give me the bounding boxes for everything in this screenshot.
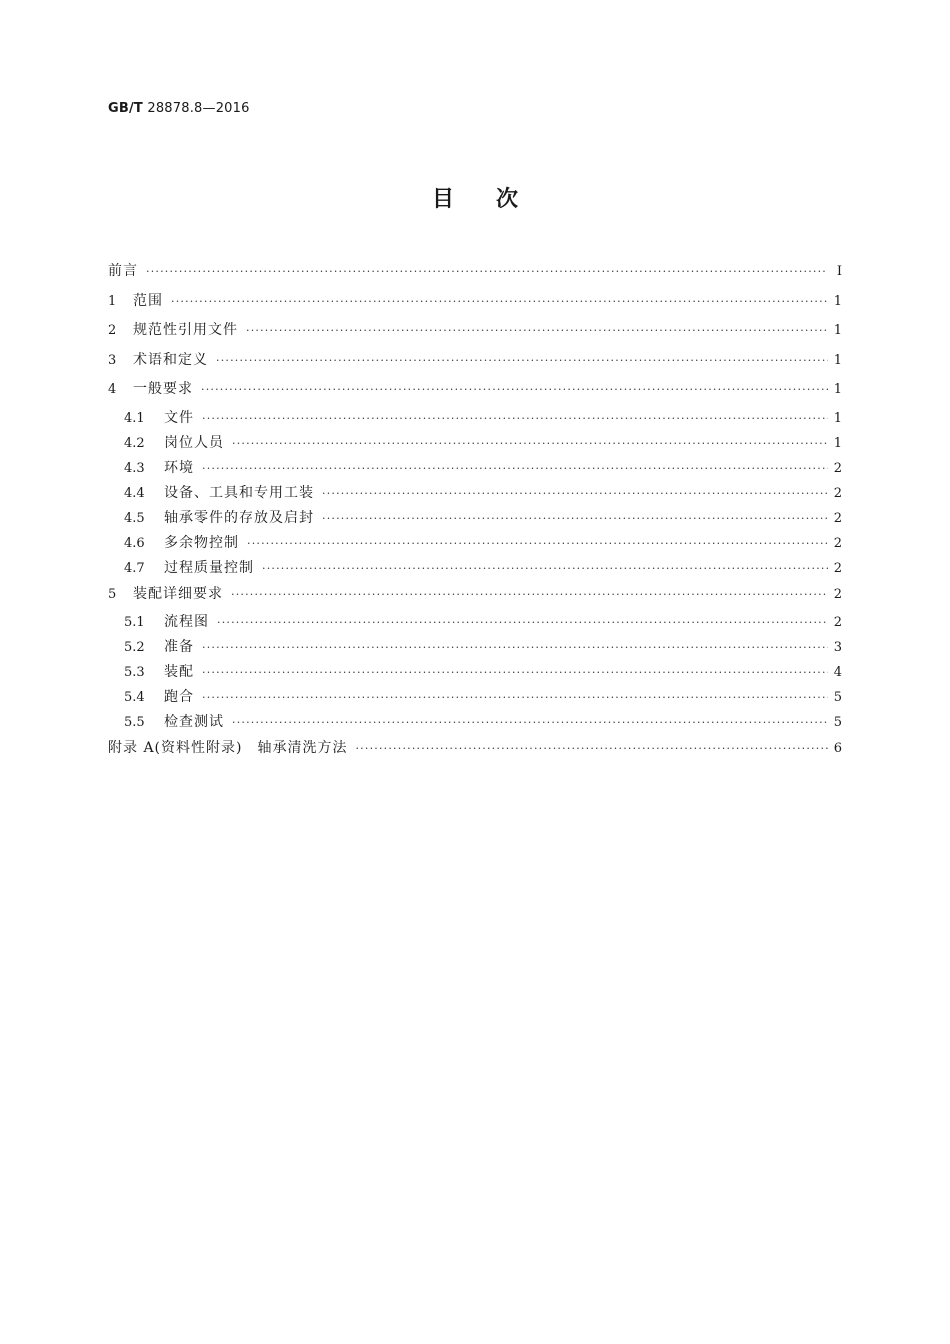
toc-entry-title: 过程质量控制 (164, 559, 254, 576)
toc-entry-number: 5.3 (124, 665, 145, 680)
toc-entry-title: 一般要求 (133, 381, 193, 397)
dot-leader (216, 348, 828, 374)
toc-entry-page: 2 (833, 485, 842, 501)
toc-entry-page: 5 (833, 690, 842, 705)
toc-entry-page: 3 (833, 640, 842, 655)
dot-leader (202, 457, 828, 481)
toc-entry-title: 装配 (164, 664, 194, 680)
toc-entry[interactable] (108, 481, 842, 506)
toc-entry[interactable] (108, 531, 842, 556)
toc-entry-number: 5.5 (124, 715, 145, 730)
toc-entry-title: 范围 (133, 292, 163, 309)
toc-entry-number: 5.2 (124, 640, 145, 655)
toc-entry-page: 5 (833, 715, 842, 730)
toc-entry-page: 1 (833, 382, 842, 397)
toc-entry-number: 3 (108, 352, 117, 368)
dot-leader (322, 507, 828, 531)
toc-entry-title: 规范性引用文件 (133, 322, 238, 338)
toc-entry[interactable] (108, 431, 842, 456)
toc-entry[interactable] (108, 506, 842, 531)
dot-leader (202, 661, 828, 685)
dot-leader (247, 532, 828, 556)
dot-leader (232, 711, 828, 735)
toc-entry-number: 1 (108, 293, 117, 309)
toc-entry-number: 4.3 (124, 460, 145, 476)
toc-entry-page: 2 (833, 615, 842, 630)
toc-entry[interactable] (108, 710, 842, 735)
toc-entry[interactable] (108, 456, 842, 481)
toc-entry-page: 2 (833, 586, 842, 602)
dot-leader (202, 407, 828, 431)
standard-number: 28878.8—2016 (147, 101, 250, 116)
toc-entry-title: 附录 A(资料性附录) 轴承清洗方法 (108, 740, 348, 756)
toc-entry-number: 4.7 (124, 560, 145, 576)
toc-entry[interactable] (108, 581, 842, 611)
toc-entry[interactable] (108, 660, 842, 685)
toc-entry-number: 5.4 (124, 690, 145, 705)
dot-leader (231, 582, 828, 608)
toc-entry-page: 1 (833, 293, 842, 309)
toc-entry-number: 2 (108, 323, 117, 338)
toc-entry-title: 设备、工具和专用工装 (164, 484, 314, 501)
toc-entry[interactable] (108, 635, 842, 660)
standard-prefix: GB/T (108, 101, 143, 116)
dot-leader (322, 482, 828, 506)
toc-entry-number: 4.6 (124, 535, 145, 551)
toc-entry-title: 多余物控制 (164, 534, 239, 551)
toc-entry-page: 1 (833, 435, 842, 451)
toc-entry[interactable] (108, 685, 842, 710)
toc-entry-number: 4.4 (124, 485, 145, 501)
toc-entry-number: 4.5 (124, 510, 145, 526)
toc-entry[interactable] (108, 288, 842, 318)
page-title: 目次 (431, 187, 560, 212)
dot-leader (202, 636, 828, 660)
toc-entry-title: 前言 (108, 263, 138, 279)
dot-leader (262, 557, 828, 581)
toc-entry-page: 2 (833, 460, 842, 476)
toc-entry-page: 1 (833, 352, 842, 368)
toc-entry[interactable] (108, 406, 842, 431)
toc-entry-number: 4 (108, 382, 117, 397)
dot-leader (202, 686, 828, 710)
toc-entry-title: 流程图 (164, 614, 209, 630)
dot-leader (217, 611, 828, 635)
toc-entry-page: 2 (833, 510, 842, 526)
toc-entry-title: 检查测试 (164, 714, 224, 730)
toc-entry-title: 环境 (164, 459, 194, 476)
toc-entry-page: 6 (833, 741, 842, 756)
toc-entry[interactable] (108, 347, 842, 377)
toc-entry[interactable] (108, 317, 842, 347)
toc-entry[interactable] (108, 376, 842, 406)
toc-entry-number: 5 (108, 586, 117, 602)
toc-entry-title: 文件 (164, 409, 194, 426)
toc-entry-number: 5.1 (124, 615, 145, 630)
dot-leader (146, 259, 828, 285)
toc-entry[interactable] (108, 258, 842, 288)
toc-entry-title: 岗位人员 (164, 434, 224, 451)
toc-entry-page: Ⅰ (836, 264, 842, 279)
toc-entry-page: 2 (833, 535, 842, 551)
table-of-contents (108, 258, 842, 765)
toc-entry-title: 轴承零件的存放及启封 (164, 509, 314, 526)
dot-leader (246, 318, 828, 344)
toc-entry-page: 1 (833, 410, 842, 426)
toc-entry-page: 2 (833, 560, 842, 576)
toc-entry-title: 跑合 (164, 689, 194, 705)
toc-entry-title: 术语和定义 (133, 351, 208, 368)
dot-leader (355, 736, 827, 762)
dot-leader (171, 289, 828, 315)
toc-entry-page: 4 (833, 665, 842, 680)
dot-leader (201, 377, 828, 403)
toc-entry-title: 准备 (164, 639, 194, 655)
document-header (108, 101, 250, 116)
toc-entry[interactable] (108, 610, 842, 635)
toc-entry[interactable] (108, 556, 842, 581)
toc-entry-number: 4.1 (124, 410, 145, 426)
toc-entry[interactable] (108, 735, 842, 765)
toc-entry-page: 1 (833, 323, 842, 338)
toc-entry-title: 装配详细要求 (133, 585, 223, 602)
toc-entry-number: 4.2 (124, 435, 145, 451)
dot-leader (232, 432, 828, 456)
